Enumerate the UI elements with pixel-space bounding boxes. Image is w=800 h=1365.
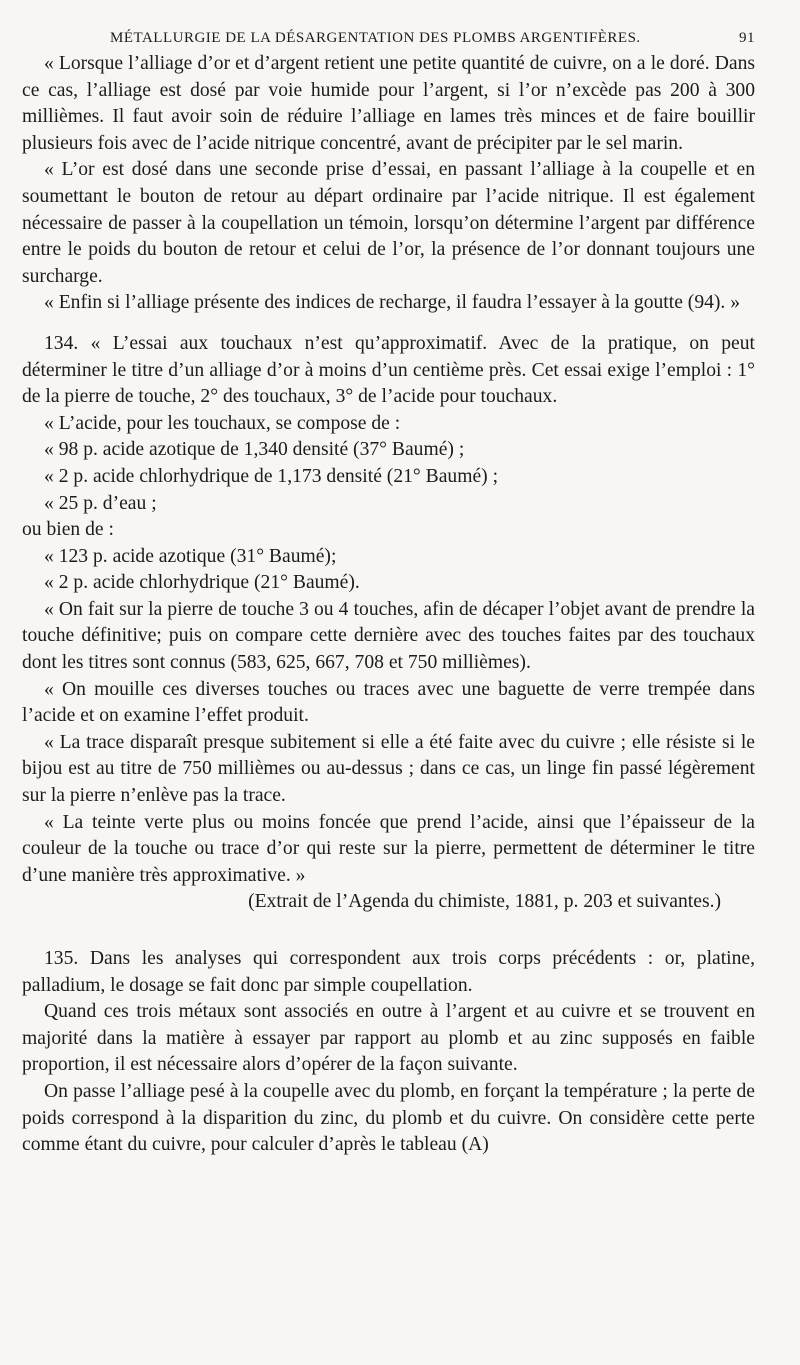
paragraph: « On fait sur la pierre de touche 3 ou 4 touches, afin de décaper l’objet avant de prendre la touche définitive; puis on compare cette dernière avec des touches faites par des touchaux dont les titres sont connus (583, 625, 667, 708 et 750 millièmes).	[22, 598, 755, 674]
recipe-line: « 25 p. d’eau ;	[44, 492, 157, 514]
running-title: MÉTALLURGIE DE LA DÉSARGENTATION DES PLOMBS ARGENTIFÈRES.	[110, 30, 641, 46]
paragraph: Quand ces trois métaux sont associés en outre à l’argent et au cuivre et se trouvent en majorité dans la matière à essayer par rapport au plomb et au zinc supposés en faible proportion, il est nécessaire alors d’opérer de la façon suivante.	[22, 1001, 755, 1076]
section-135: 135. Dans les analyses qui correspondent aux trois corps précédents : or, platine, palladium, le dosage se fait donc par simple coupellation.	[22, 948, 755, 996]
paragraph: « On mouille ces diverses touches ou traces avec une baguette de verre trempée dans l’acide et on examine l’effet produit.	[22, 678, 755, 727]
paragraph: « La trace disparaît presque subitement si elle a été faite avec du cuivre ; elle résiste si le bijou est au titre de 750 millièmes ou au-dessus ; dans ce cas, un linge fin passé légèrement sur la pierre n’enlève pas la trace.	[22, 731, 755, 807]
document-page	[22, 30, 755, 1159]
recipe-line: « 98 p. acide azotique de 1,340 densité (37° Baumé) ;	[44, 439, 465, 461]
recipe-line: « 2 p. acide chlorhydrique de 1,173 densité (21° Baumé) ;	[44, 465, 499, 487]
paragraph: « L’or est dosé dans une seconde prise d’essai, en passant l’alliage à la coupelle et en soumettant le bouton de retour au départ ordinaire par l’acide nitrique. Il est également nécessaire de passer à la coupellation un témoin, lorsqu’on détermine l’argent par différence entre le poids du bouton de retour et celui de l’or, la présence de l’or donnant toujours une surcharge.	[22, 159, 755, 287]
section-134: 134. « L’essai aux touchaux n’est qu’approximatif. Avec de la pratique, on peut déterminer le titre d’un alliage d’or à moins d’un centième près. Cet essai exige l’emploi : 1° de la pierre de touche, 2° des touchaux, 3° de l’acide pour touchaux.	[22, 332, 755, 408]
paragraph: On passe l’alliage pesé à la coupelle avec du plomb, en forçant la température ; la perte de poids correspond à la disparition du zinc, du plomb et du cuivre. On considère cette perte comme étant du cuivre, pour calculer d’après le tableau (A)	[22, 1080, 755, 1156]
recipe-line: « 123 p. acide azotique (31° Baumé);	[44, 545, 337, 567]
paragraph: ou bien de :	[22, 519, 114, 541]
recipe-line: « 2 p. acide chlorhydrique (21° Baumé).	[44, 572, 360, 594]
citation: (Extrait de l’Agenda du chimiste, 1881, p. 203 et suivantes.)	[248, 891, 721, 913]
body-text	[22, 51, 755, 1159]
paragraph: « La teinte verte plus ou moins foncée que prend l’acide, ainsi que l’épaisseur de la couleur de la touche ou trace d’or qui reste sur la pierre, permettent de déterminer le titre d’une manière très approximative. »	[22, 811, 755, 886]
paragraph: « Lorsque l’alliage d’or et d’argent retient une petite quantité de cuivre, on a le doré. Dans ce cas, l’alliage est dosé par voie humide pour l’argent, si l’or n’excède pas 200 à 300 millièmes. Il faut avoir soin de réduire l’alliage en lames très minces et de faire bouillir plusieurs fois avec de l’acide nitrique concentré, avant de précipiter par le sel marin.	[22, 53, 755, 154]
page-number: 91	[739, 30, 755, 46]
paragraph: « L’acide, pour les touchaux, se compose de :	[44, 412, 401, 434]
page-header	[22, 30, 755, 47]
paragraph: « Enfin si l’alliage présente des indices de recharge, il faudra l’essayer à la goutte (94). »	[44, 292, 741, 314]
